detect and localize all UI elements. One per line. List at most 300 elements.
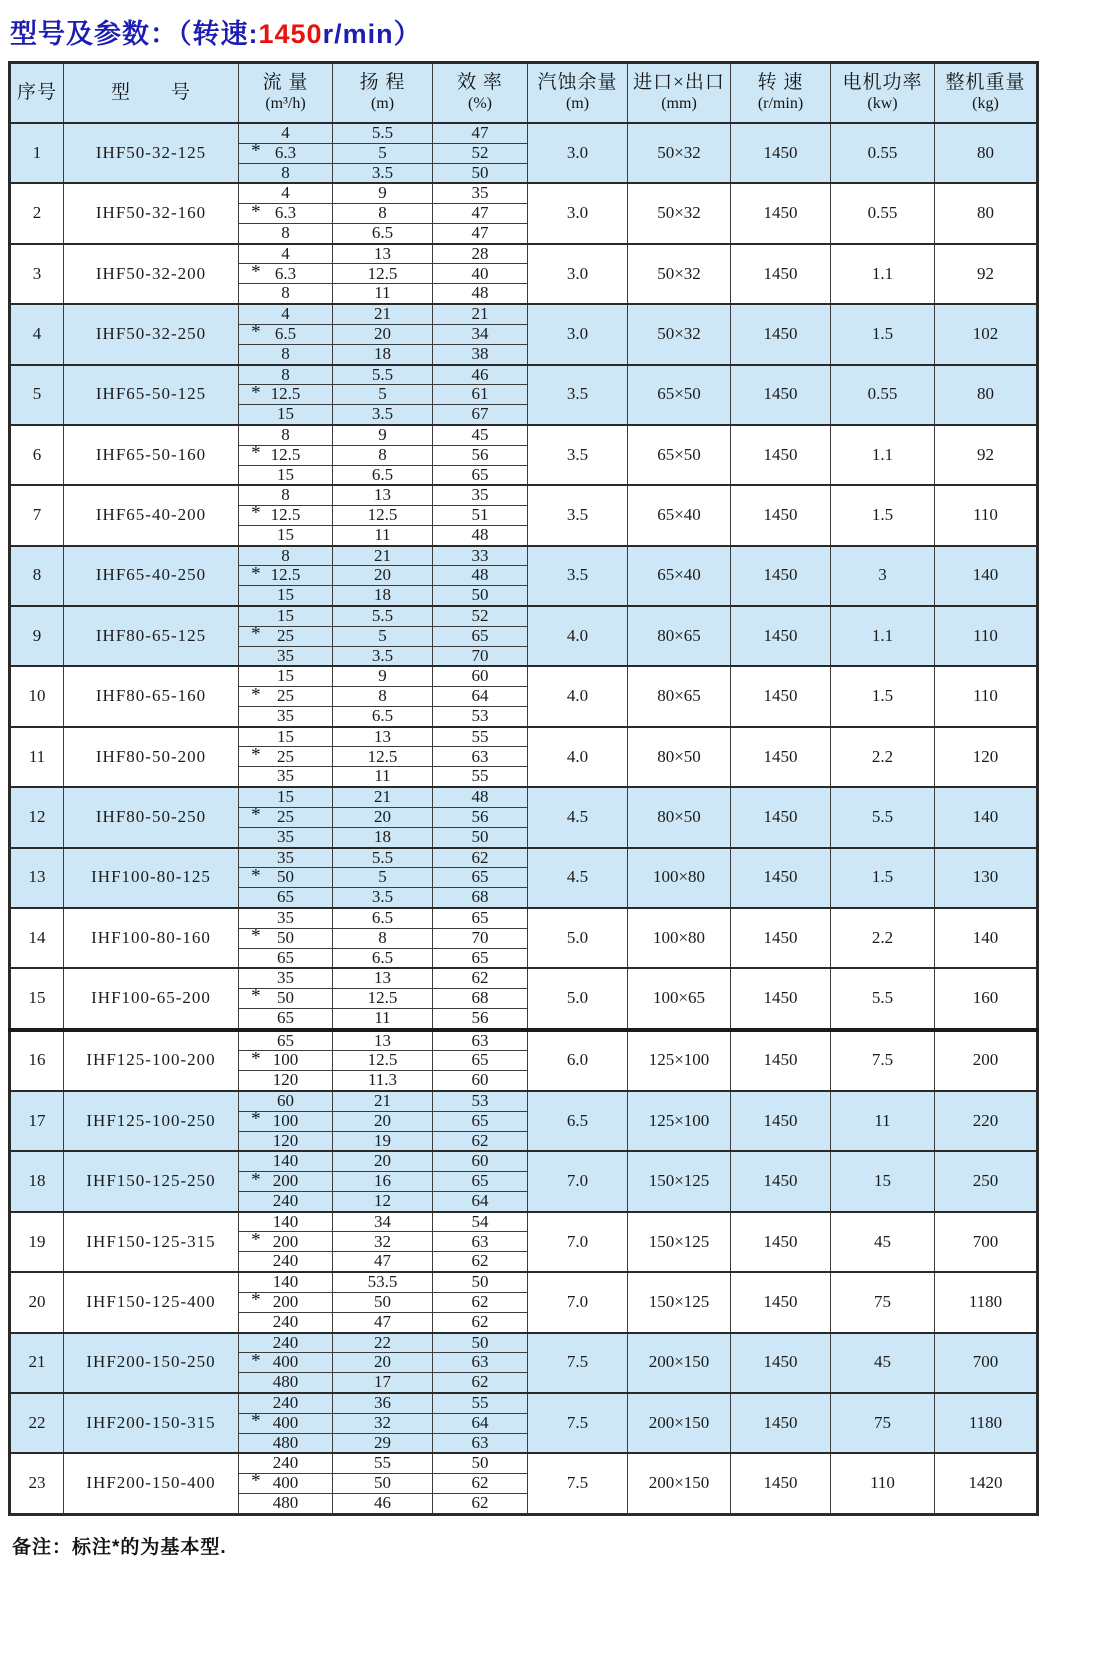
speed-cell: 1450 [731,183,831,243]
flow-cell: 8 [239,425,333,445]
speed-cell: 1450 [731,727,831,787]
ports-cell: 200×150 [628,1393,731,1453]
head-cell: 16 [333,1172,433,1192]
flow-cell: 35 [239,827,333,847]
speed-cell: 1450 [731,1453,831,1514]
base-model-star: * [251,565,261,585]
head-cell: 11 [333,525,433,545]
weight-cell: 92 [935,244,1038,304]
pump-parameters-table [8,61,1039,1516]
head-cell: 9 [333,183,433,203]
seq-cell: 8 [10,546,64,606]
weight-cell: 110 [935,666,1038,726]
efficiency-cell: 52 [433,143,528,163]
efficiency-cell: 60 [433,1071,528,1091]
base-model-star: * [251,988,261,1007]
efficiency-cell: 53 [433,1091,528,1111]
efficiency-cell: 33 [433,546,528,566]
seq-cell: 3 [10,244,64,304]
head-cell: 6.5 [333,908,433,928]
weight-cell: 80 [935,365,1038,425]
flow-cell: * 25 [239,687,333,707]
head-cell: 6.5 [333,224,433,244]
table-row [10,908,1038,928]
head-cell: 13 [333,968,433,988]
npsh-cell: 3.0 [528,123,628,183]
flow-cell: 15 [239,525,333,545]
head-cell: 36 [333,1393,433,1413]
ports-cell: 125×100 [628,1030,731,1091]
seq-cell: 2 [10,183,64,243]
flow-cell: * 200 [239,1292,333,1312]
head-cell: 8 [333,687,433,707]
flow-cell: 240 [239,1252,333,1272]
flow-cell: * 25 [239,807,333,827]
model-cell: IHF65-40-250 [64,546,239,606]
ports-cell: 65×50 [628,425,731,485]
npsh-cell: 5.0 [528,908,628,968]
efficiency-cell: 50 [433,827,528,847]
base-model-star: * [251,1352,261,1371]
head-cell: 47 [333,1252,433,1272]
efficiency-cell: 40 [433,264,528,284]
flow-cell: * 200 [239,1232,333,1252]
efficiency-cell: 51 [433,505,528,525]
npsh-cell: 7.5 [528,1333,628,1393]
head-cell: 5.5 [333,848,433,868]
ports-cell: 50×32 [628,304,731,364]
flow-cell: 480 [239,1493,333,1514]
model-cell: IHF50-32-200 [64,244,239,304]
table-row [10,666,1038,686]
flow-cell: * 400 [239,1413,333,1433]
model-cell: IHF125-100-250 [64,1091,239,1151]
efficiency-cell: 56 [433,1008,528,1029]
weight-cell: 110 [935,606,1038,666]
table-row [10,485,1038,505]
table-row [10,1030,1038,1051]
table-row [10,244,1038,264]
seq-cell: 5 [10,365,64,425]
head-cell: 6.5 [333,465,433,485]
efficiency-cell: 68 [433,988,528,1008]
head-cell: 12.5 [333,1051,433,1071]
efficiency-cell: 35 [433,183,528,203]
seq-cell: 22 [10,1393,64,1453]
flow-cell: 65 [239,1008,333,1029]
speed-cell: 1450 [731,1333,831,1393]
flow-cell: * 25 [239,626,333,646]
head-cell: 12.5 [333,505,433,525]
weight-cell: 120 [935,727,1038,787]
seq-cell: 12 [10,787,64,847]
seq-cell: 20 [10,1272,64,1332]
power-cell: 1.1 [831,425,935,485]
weight-cell: 140 [935,787,1038,847]
head-cell: 11 [333,1008,433,1029]
head-cell: 9 [333,666,433,686]
ports-cell: 150×125 [628,1272,731,1332]
base-model-star: * [251,867,261,886]
base-model-star: * [251,1171,261,1190]
flow-cell: * 6.5 [239,324,333,344]
head-cell: 13 [333,244,433,264]
ports-cell: 150×125 [628,1212,731,1272]
weight-cell: 80 [935,123,1038,183]
ports-cell: 200×150 [628,1333,731,1393]
head-cell: 3.5 [333,888,433,908]
flow-cell: 8 [239,163,333,183]
efficiency-cell: 65 [433,1111,528,1131]
efficiency-cell: 47 [433,123,528,143]
efficiency-cell: 53 [433,707,528,727]
base-model-star: * [251,324,261,343]
weight-cell: 102 [935,304,1038,364]
efficiency-cell: 63 [433,1433,528,1453]
model-cell: IHF125-100-200 [64,1030,239,1091]
model-cell: IHF200-150-400 [64,1453,239,1514]
col-header-ports: 进口×出口 (mm) [628,63,731,124]
model-cell: IHF80-65-125 [64,606,239,666]
head-cell: 50 [333,1473,433,1493]
header-row [10,63,1038,124]
efficiency-cell: 65 [433,465,528,485]
speed-cell: 1450 [731,1272,831,1332]
flow-cell: * 12.5 [239,505,333,525]
seq-cell: 6 [10,425,64,485]
head-cell: 21 [333,546,433,566]
title-speed-value: 1450 [258,19,323,49]
base-model-star: * [251,445,261,464]
base-model-star: * [251,1413,261,1432]
footer-note: 备注：标注*的为基本型. [12,1536,227,1558]
head-cell: 3.5 [333,646,433,666]
base-model-star: * [251,928,261,947]
flow-cell: 240 [239,1393,333,1413]
ports-cell: 65×40 [628,485,731,545]
efficiency-cell: 70 [433,646,528,666]
efficiency-cell: 55 [433,1393,528,1413]
efficiency-cell: 64 [433,1192,528,1212]
head-cell: 8 [333,445,433,465]
model-cell: IHF100-65-200 [64,968,239,1029]
flow-cell: 140 [239,1212,333,1232]
weight-cell: 110 [935,485,1038,545]
flow-cell: 8 [239,344,333,364]
power-cell: 0.55 [831,365,935,425]
power-cell: 1.1 [831,606,935,666]
seq-cell: 7 [10,485,64,545]
model-cell: IHF150-125-315 [64,1212,239,1272]
efficiency-cell: 63 [433,1030,528,1051]
efficiency-cell: 50 [433,1453,528,1473]
efficiency-cell: 65 [433,1172,528,1192]
ports-cell: 100×80 [628,908,731,968]
head-cell: 34 [333,1212,433,1232]
ports-cell: 80×50 [628,727,731,787]
col-header-npsh: 汽蚀余量 (m) [528,63,628,124]
head-cell: 12 [333,1192,433,1212]
table-row [10,1272,1038,1292]
col-header-efficiency: 效 率 (%) [433,63,528,124]
ports-cell: 125×100 [628,1091,731,1151]
base-model-star: * [251,203,261,222]
model-cell: IHF50-32-250 [64,304,239,364]
head-cell: 13 [333,727,433,747]
efficiency-cell: 48 [433,566,528,586]
flow-cell: * 6.3 [239,264,333,284]
head-cell: 20 [333,1111,433,1131]
npsh-cell: 7.5 [528,1453,628,1514]
table-row [10,425,1038,445]
speed-cell: 1450 [731,1212,831,1272]
col-header-head: 扬 程 (m) [333,63,433,124]
npsh-cell: 6.0 [528,1030,628,1091]
efficiency-cell: 47 [433,224,528,244]
flow-cell: 240 [239,1192,333,1212]
head-cell: 20 [333,807,433,827]
efficiency-cell: 56 [433,807,528,827]
base-model-star: * [251,505,261,524]
seq-cell: 23 [10,1453,64,1514]
base-model-star: * [251,746,261,766]
efficiency-cell: 50 [433,1272,528,1292]
col-header-flow: 流 量 (m³/h) [239,63,333,124]
efficiency-cell: 60 [433,666,528,686]
table-row [10,1091,1038,1111]
ports-cell: 50×32 [628,183,731,243]
flow-cell: * 200 [239,1172,333,1192]
head-cell: 18 [333,827,433,847]
flow-cell: 480 [239,1373,333,1393]
head-cell: 21 [333,304,433,324]
page-title [0,0,1100,61]
weight-cell: 1180 [935,1272,1038,1332]
flow-cell: 15 [239,787,333,807]
power-cell: 0.55 [831,123,935,183]
efficiency-cell: 50 [433,163,528,183]
efficiency-cell: 62 [433,968,528,988]
table-row [10,606,1038,626]
flow-cell: 65 [239,888,333,908]
flow-cell: 35 [239,848,333,868]
flow-cell: 240 [239,1333,333,1353]
efficiency-cell: 67 [433,405,528,425]
ports-cell: 150×125 [628,1151,731,1211]
weight-cell: 700 [935,1212,1038,1272]
head-cell: 50 [333,1292,433,1312]
efficiency-cell: 50 [433,1333,528,1353]
efficiency-cell: 50 [433,586,528,606]
seq-cell: 1 [10,123,64,183]
model-cell: IHF150-125-400 [64,1272,239,1332]
power-cell: 5.5 [831,968,935,1029]
flow-cell: 15 [239,666,333,686]
col-header-seq: 序号 [10,63,64,124]
efficiency-cell: 52 [433,606,528,626]
head-cell: 3.5 [333,405,433,425]
efficiency-cell: 68 [433,888,528,908]
speed-cell: 1450 [731,787,831,847]
speed-cell: 1450 [731,425,831,485]
base-model-star: * [251,626,261,645]
flow-cell: 480 [239,1433,333,1453]
weight-cell: 160 [935,968,1038,1029]
speed-cell: 1450 [731,365,831,425]
head-cell: 5 [333,143,433,163]
power-cell: 1.1 [831,244,935,304]
flow-cell: 65 [239,948,333,968]
efficiency-cell: 56 [433,445,528,465]
flow-cell: 8 [239,284,333,304]
ports-cell: 50×32 [628,244,731,304]
ports-cell: 65×40 [628,546,731,606]
efficiency-cell: 63 [433,1232,528,1252]
power-cell: 75 [831,1393,935,1453]
efficiency-cell: 65 [433,948,528,968]
head-cell: 12.5 [333,264,433,284]
model-cell: IHF80-50-200 [64,727,239,787]
table-row [10,304,1038,324]
base-model-star: * [251,686,261,705]
head-cell: 8 [333,928,433,948]
speed-cell: 1450 [731,1030,831,1091]
head-cell: 53.5 [333,1272,433,1292]
efficiency-cell: 62 [433,1312,528,1332]
flow-cell: 4 [239,123,333,143]
power-cell: 75 [831,1272,935,1332]
power-cell: 2.2 [831,908,935,968]
ports-cell: 100×65 [628,968,731,1029]
base-model-star: * [251,1050,261,1070]
model-cell: IHF100-80-125 [64,848,239,908]
seq-cell: 18 [10,1151,64,1211]
efficiency-cell: 64 [433,687,528,707]
base-model-star: * [251,384,261,403]
efficiency-cell: 55 [433,767,528,787]
power-cell: 45 [831,1333,935,1393]
npsh-cell: 3.5 [528,485,628,545]
power-cell: 5.5 [831,787,935,847]
weight-cell: 130 [935,848,1038,908]
head-cell: 32 [333,1232,433,1252]
flow-cell: 8 [239,365,333,385]
model-cell: IHF65-40-200 [64,485,239,545]
col-header-weight: 整机重量 (kg) [935,63,1038,124]
ports-cell: 65×50 [628,365,731,425]
flow-cell: 15 [239,727,333,747]
efficiency-cell: 65 [433,868,528,888]
head-cell: 5 [333,868,433,888]
head-cell: 55 [333,1453,433,1473]
ports-cell: 50×32 [628,123,731,183]
head-cell: 6.5 [333,948,433,968]
flow-cell: 35 [239,968,333,988]
seq-cell: 15 [10,968,64,1029]
efficiency-cell: 62 [433,1493,528,1514]
table-row [10,1212,1038,1232]
table-row [10,1151,1038,1171]
power-cell: 11 [831,1091,935,1151]
efficiency-cell: 48 [433,284,528,304]
head-cell: 47 [333,1312,433,1332]
power-cell: 0.55 [831,183,935,243]
weight-cell: 92 [935,425,1038,485]
npsh-cell: 4.0 [528,606,628,666]
base-model-star: * [251,1473,261,1492]
head-cell: 46 [333,1493,433,1514]
npsh-cell: 3.5 [528,425,628,485]
efficiency-cell: 62 [433,1292,528,1312]
efficiency-cell: 45 [433,425,528,445]
head-cell: 6.5 [333,707,433,727]
pump-table-body [10,123,1038,1514]
head-cell: 9 [333,425,433,445]
base-model-star: * [251,1231,261,1251]
base-model-star: * [251,1292,261,1311]
npsh-cell: 4.0 [528,666,628,726]
base-model-star: * [251,1111,261,1130]
npsh-cell: 7.0 [528,1151,628,1211]
power-cell: 1.5 [831,304,935,364]
speed-cell: 1450 [731,485,831,545]
head-cell: 32 [333,1413,433,1433]
speed-cell: 1450 [731,1091,831,1151]
head-cell: 11.3 [333,1071,433,1091]
flow-cell: 35 [239,707,333,727]
col-header-model: 型 号 [64,63,239,124]
flow-cell: 140 [239,1272,333,1292]
power-cell: 3 [831,546,935,606]
head-cell: 5 [333,385,433,405]
efficiency-cell: 70 [433,928,528,948]
power-cell: 1.5 [831,848,935,908]
seq-cell: 10 [10,666,64,726]
table-row [10,123,1038,143]
efficiency-cell: 21 [433,304,528,324]
model-cell: IHF200-150-315 [64,1393,239,1453]
flow-cell: 35 [239,767,333,787]
ports-cell: 80×65 [628,666,731,726]
flow-cell: * 400 [239,1353,333,1373]
head-cell: 5.5 [333,123,433,143]
efficiency-cell: 62 [433,1373,528,1393]
base-model-star: * [251,143,261,162]
speed-cell: 1450 [731,1393,831,1453]
head-cell: 20 [333,324,433,344]
flow-cell: 15 [239,465,333,485]
efficiency-cell: 55 [433,727,528,747]
npsh-cell: 5.0 [528,968,628,1029]
npsh-cell: 3.0 [528,304,628,364]
head-cell: 17 [333,1373,433,1393]
speed-cell: 1450 [731,244,831,304]
npsh-cell: 7.5 [528,1393,628,1453]
power-cell: 2.2 [831,727,935,787]
head-cell: 5.5 [333,365,433,385]
table-row [10,365,1038,385]
flow-cell: 4 [239,183,333,203]
flow-cell: * 50 [239,868,333,888]
head-cell: 21 [333,1091,433,1111]
head-cell: 12.5 [333,747,433,767]
npsh-cell: 7.0 [528,1272,628,1332]
weight-cell: 220 [935,1091,1038,1151]
flow-cell: * 50 [239,988,333,1008]
flow-cell: 120 [239,1071,333,1091]
speed-cell: 1450 [731,666,831,726]
power-cell: 110 [831,1453,935,1514]
